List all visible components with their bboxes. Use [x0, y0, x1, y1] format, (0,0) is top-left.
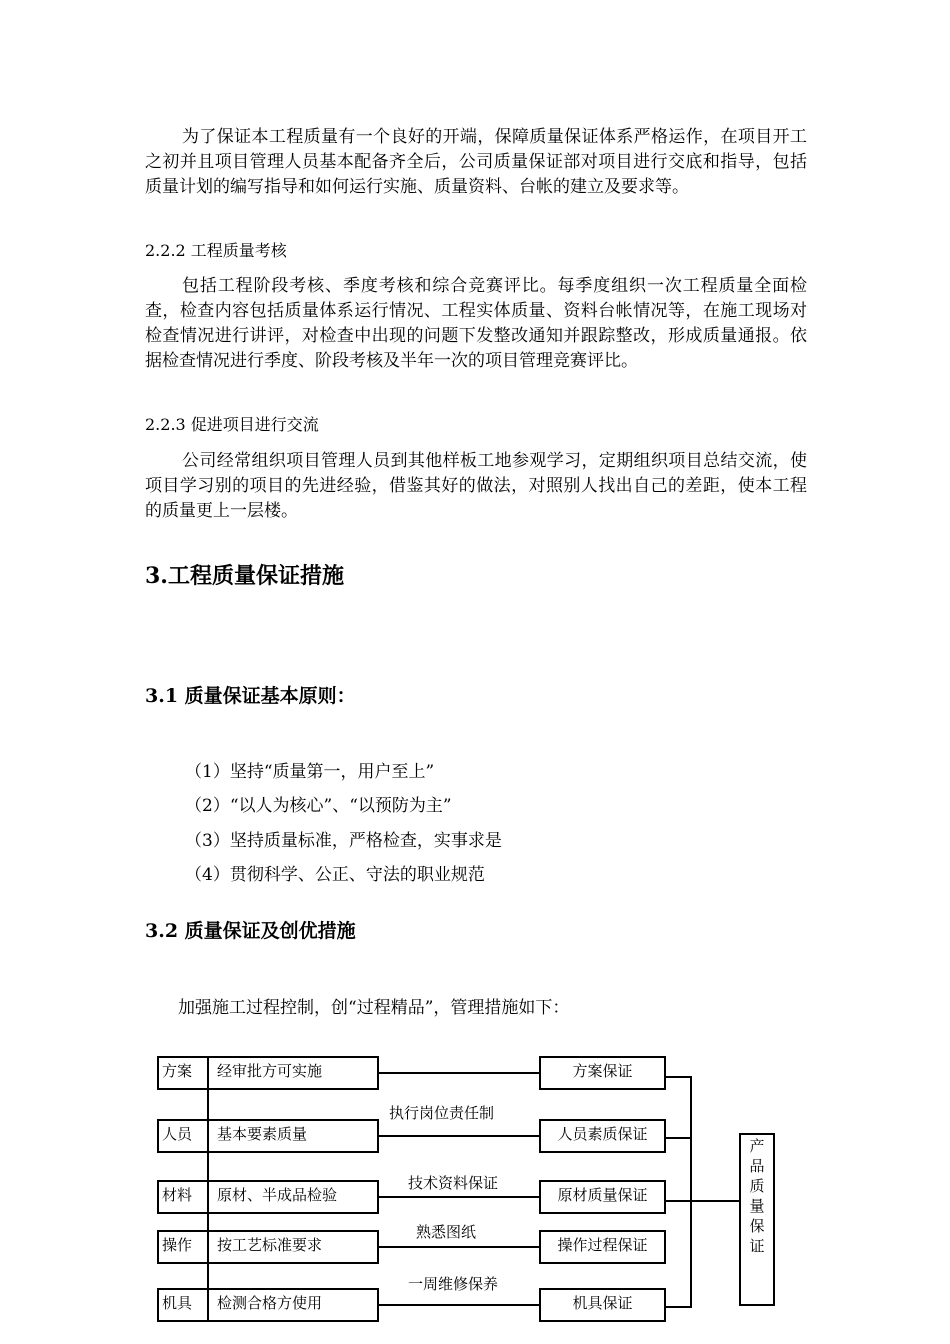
paragraph-project-exchange: 公司经常组织项目管理人员到其他样板工地参观学习，定期组织项目总结交流，使项目学习别的项目的先进经验，借鉴其好的做法，对照别人找出自己的差距，使本工程的质量更上一层楼。 [145, 451, 807, 521]
requirement-box [157, 1056, 379, 1090]
link-label: 熟悉图纸 [416, 1223, 477, 1241]
result-box [539, 1230, 666, 1264]
category-label: 操作 [162, 1236, 193, 1254]
result-label: 机具保证 [572, 1294, 633, 1312]
principle-item: （3）坚持质量标准，严格检查，实事求是 [185, 831, 502, 851]
requirement-box [157, 1288, 379, 1322]
vertical-char: 产 [749, 1137, 765, 1155]
merge-vertical-connector [690, 1076, 692, 1308]
principle-item: （4）贯彻科学、公正、守法的职业规范 [185, 865, 485, 885]
result-box [539, 1056, 666, 1090]
result-box [539, 1180, 666, 1214]
merge-stub [666, 1076, 692, 1078]
requirement-box [157, 1119, 379, 1153]
product-quality-label [742, 1136, 772, 1256]
result-label: 人员素质保证 [557, 1125, 648, 1143]
vertical-char: 品 [749, 1157, 765, 1175]
category-label: 机具 [162, 1294, 193, 1312]
vertical-char: 保 [749, 1217, 765, 1235]
cell-divider [207, 1290, 209, 1320]
vertical-char: 质 [749, 1177, 765, 1195]
result-box [539, 1119, 666, 1153]
link-label: 技术资料保证 [408, 1174, 499, 1192]
merge-stub [666, 1306, 692, 1308]
requirement-label: 经审批方可实施 [217, 1062, 323, 1080]
category-label: 人员 [162, 1125, 193, 1143]
final-connector [666, 1200, 740, 1202]
section-3-2-title: 3.2 质量保证及创优措施 [145, 920, 356, 942]
requirement-label: 原材、半成品检验 [217, 1186, 338, 1204]
category-label: 材料 [162, 1186, 193, 1204]
row-connector [379, 1072, 539, 1074]
category-label: 方案 [162, 1062, 193, 1080]
requirement-label: 基本要素质量 [217, 1125, 308, 1143]
section-3-1-title: 3.1 质量保证基本原则： [145, 685, 356, 707]
requirement-box [157, 1230, 379, 1264]
result-box [539, 1288, 666, 1322]
paragraph-quality-assessment: 包括工程阶段考核、季度考核和综合竞赛评比。每季度组织一次工程质量全面检查，检查内容包括质量体系运行情况、工程实体质量、资料台帐情况等，在施工现场对检查情况进行讲评，对检查中出现的问题下发整改通知并跟踪整改，形成质量通报。依据检查情况进行季度、阶段考核及半年一次的项目管理竞赛评比。 [145, 276, 807, 371]
requirement-label: 按工艺标准要求 [217, 1236, 323, 1254]
principle-item: （2）“以人为核心”、“以预防为主” [185, 796, 452, 816]
section-3-title: 3.工程质量保证措施 [145, 563, 344, 589]
cell-divider [207, 1058, 209, 1088]
result-label: 原材质量保证 [557, 1186, 648, 1204]
result-label: 方案保证 [572, 1062, 633, 1080]
subheading-2-2-2: 2.2.2 工程质量考核 [145, 241, 287, 260]
requirement-box [157, 1180, 379, 1214]
vertical-char: 量 [749, 1197, 765, 1215]
principle-item: （1）坚持“质量第一，用户至上” [185, 762, 435, 782]
requirement-label: 检测合格方使用 [217, 1294, 323, 1312]
cell-divider [207, 1121, 209, 1151]
cell-divider [207, 1232, 209, 1262]
row-connector [379, 1196, 539, 1198]
row-connector [379, 1246, 539, 1248]
cell-divider [207, 1182, 209, 1212]
subheading-2-2-3: 2.2.3 促进项目进行交流 [145, 415, 319, 434]
vertical-char: 证 [749, 1237, 765, 1255]
section-3-2-intro: 加强施工过程控制，创“过程精品”，管理措施如下： [178, 998, 570, 1018]
row-connector [379, 1135, 539, 1137]
link-label: 一周维修保养 [408, 1275, 499, 1293]
link-label: 执行岗位责任制 [389, 1104, 495, 1122]
result-label: 操作过程保证 [557, 1236, 648, 1254]
row-connector [379, 1304, 539, 1306]
paragraph-quality-start: 为了保证本工程质量有一个良好的开端，保障质量保证体系严格运作，在项目开工之初并且项目管理人员基本配备齐全后，公司质量保证部对项目进行交底和指导，包括质量计划的编写指导和如何运行实施、质量资料、台帐的建立及要求等。 [145, 127, 807, 197]
merge-stub [666, 1137, 692, 1139]
